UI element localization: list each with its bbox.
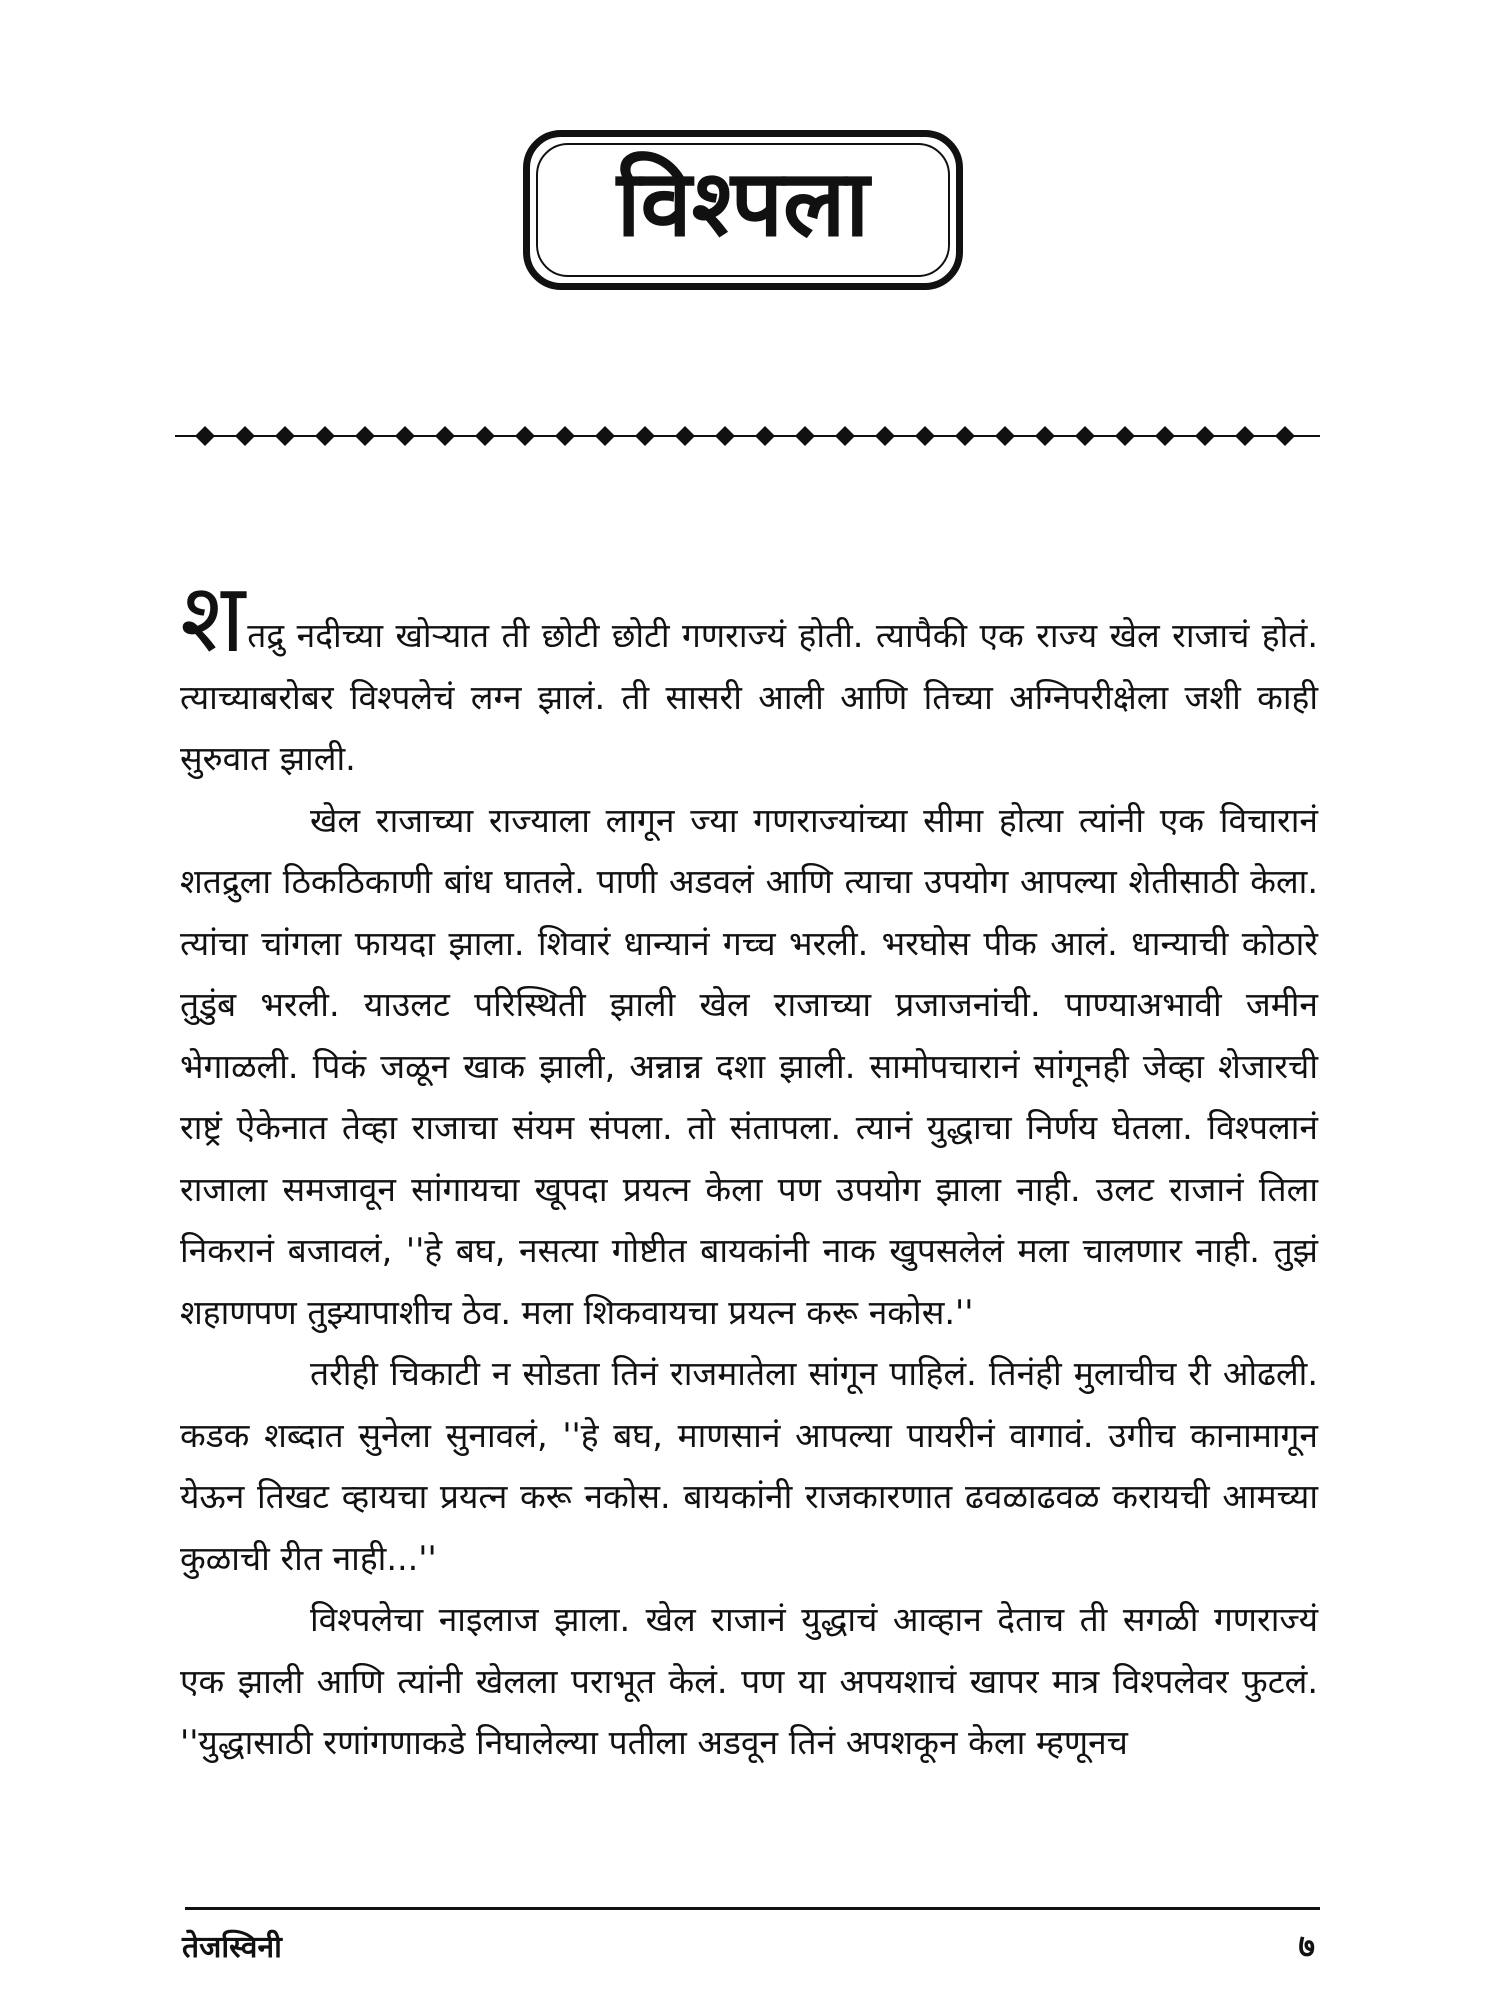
paragraph-4: विश्पलेचा नाइलाज झाला. खेल राजानं युद्धाचं आव्हान देताच ती सगळी गणराज्यं एक झाली आणि त्यांनी खेलला पराभूत केलं. पण या अपयशाचं खापर मात्र विश्पलेवर फुटलं. ''युद्धासाठी रणांगणाकडे निघालेल्या पतीला अडवून तिनं अपशकून केला म्हणूनच (180, 1600, 1318, 1762)
paragraph-1 (180, 562, 1318, 790)
footer-rule (185, 1907, 1320, 1910)
title-frame (523, 130, 963, 290)
paragraph-1-text: तद्रु नदीच्या खोऱ्यात ती छोटी छोटी गणराज्यं होती. त्यापैकी एक राज्य खेल राजाचं होतं. त्याच्याबरोबर विश्पलेचं लग्न झालं. ती सासरी आली आणि तिच्या अग्निपरीक्षेला जशी काही सुरुवात झाली. (180, 616, 1318, 778)
paragraph-2: खेल राजाच्या राज्याला लागून ज्या गणराज्यांच्या सीमा होत्या त्यांनी एक विचारानं शतद्रुला ठिकठिकाणी बांध घातले. पाणी अडवलं आणि त्याचा उपयोग आपल्या शेतीसाठी केला. त्यांचा चांगला फायदा झाला. शिवारं धान्यानं गच्च भरली. भरघोस पीक आलं. धान्याची कोठारे तुडुंब भरली. याउलट परिस्थिती झाली खेल राजाच्या प्रजाजनांची. पाण्याअभावी जमीन भेगाळली. पिकं जळून खाक झाली, अन्नान्न दशा झाली. सामोपचारानं सांगूनही जेव्हा शेजारची राष्ट्रं ऐकेनात तेव्हा राजाचा संयम संपला. तो संतापला. त्यानं युद्धाचा निर्णय घेतला. विश्पलानं राजाला समजावून सांगायचा खूपदा प्रयत्न केला पण उपयोग झाला नाही. उलट राजानं तिला निकरानं बजावलं, ''हे बघ, नसत्या गोष्टीत बायकांनी नाक खुपसलेलं मला चालणार नाही. तुझं शहाणपण तुझ्यापाशीच ठेव. मला शिकवायचा प्रयत्न करू नकोस.'' (180, 800, 1318, 1332)
drop-cap: श (180, 562, 246, 674)
paragraph-3: तरीही चिकाटी न सोडता तिनं राजमातेला सांगून पाहिलं. तिनंही मुलाचीच री ओढली. कडक शब्दात सुनेला सुनावलं, ''हे बघ, माणसानं आपल्या पायरीनं वागावं. उगीच कानामागून येऊन तिखट व्हायचा प्रयत्न करू नकोस. बायकांनी राजकारणात ढवळाढवळ करायची आमच्या कुळाची रीत नाही...'' (180, 1354, 1318, 1578)
article-body (180, 562, 1318, 1774)
footer-book-title: तेजस्विनी (182, 1930, 282, 1965)
page-title: विश्पला (616, 150, 870, 257)
ornamental-divider (175, 418, 1320, 454)
page-number: ७ (1298, 1927, 1315, 1965)
